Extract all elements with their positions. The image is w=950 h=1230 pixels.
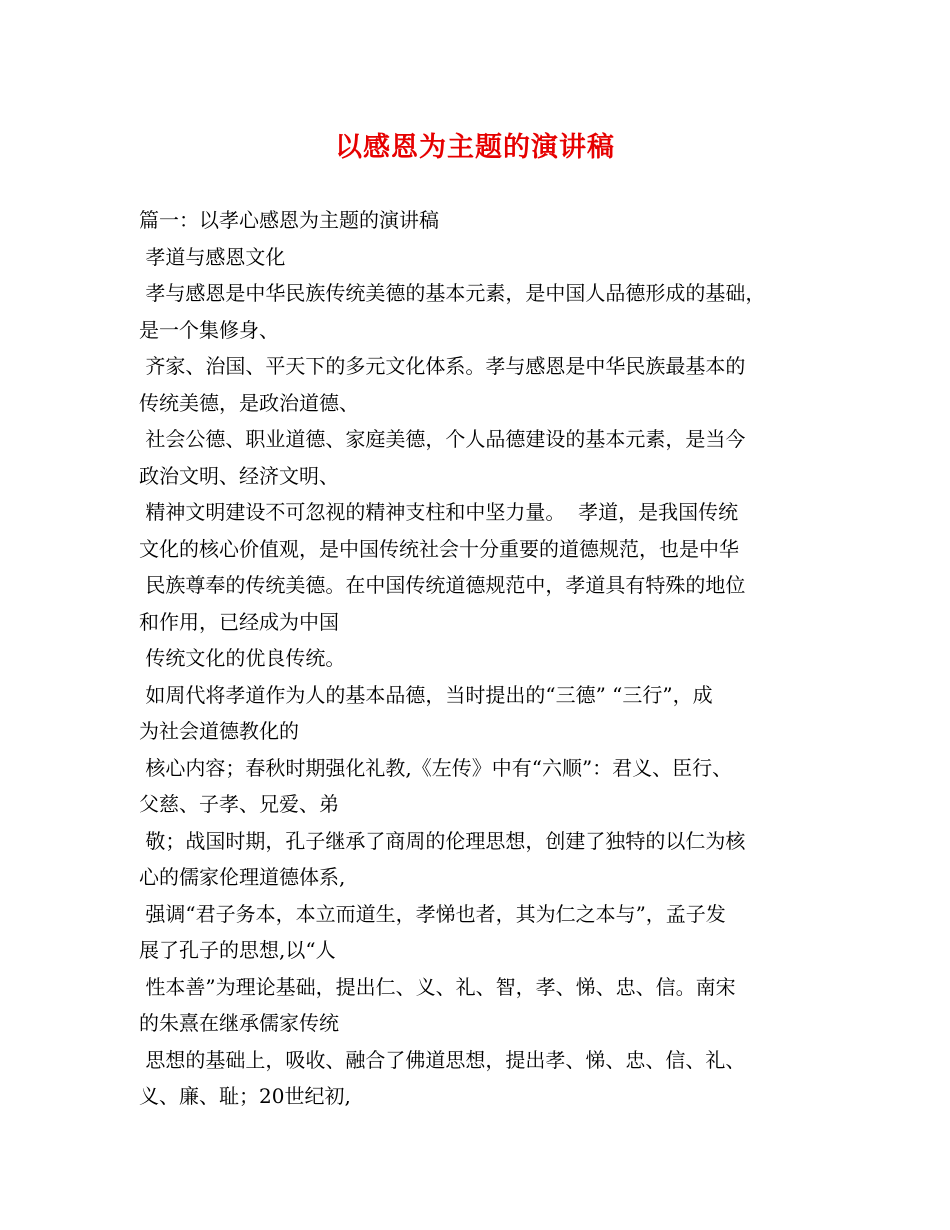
text-line: 文化的核心价值观，是中国传统社会十分重要的道德规范，也是中华 <box>139 536 739 561</box>
text-line: 核心内容；春秋时期强化礼教,《左传》中有“六顺”：君义、臣行、 <box>139 755 733 780</box>
text-line: 是一个集修身、 <box>139 317 279 342</box>
text-line: 和作用，已经成为中国 <box>139 609 339 634</box>
text-line: 心的儒家伦理道德体系, <box>139 865 346 889</box>
text-line: 孝与感恩是中华民族传统美德的基本元素，是中国人品德形成的基础， <box>139 281 766 305</box>
text-line: 展了孔子的思想,以“人 <box>139 938 336 962</box>
text-line: 如周代将孝道作为人的基本品德，当时提出的“三德” “三行”，成 <box>139 682 713 707</box>
text-line: 的朱熹在继承儒家传统 <box>139 1011 339 1035</box>
text-line: 孝道与感恩文化 <box>139 244 286 269</box>
text-line: 传统文化的优良传统。 <box>139 646 346 670</box>
text-line: 政治文明、经济文明、 <box>139 463 339 488</box>
text-line: 精神文明建设不可忽视的精神支柱和中坚力量。 孝道，是我国传统 <box>139 500 739 524</box>
text-line: 父慈、子孝、兄爱、弟 <box>139 792 339 816</box>
text-line: 思想的基础上，吸收、融合了佛道思想，提出孝、悌、忠、信、礼、 <box>139 1047 746 1072</box>
text-line: 篇一：以孝心感恩为主题的演讲稿 <box>139 208 439 232</box>
document-title: 以感恩为主题的演讲稿 <box>335 132 615 163</box>
text-line: 为社会道德教化的 <box>139 719 299 743</box>
text-line: 齐家、治国、平天下的多元文化体系。孝与感恩是中华民族最基本的 <box>139 354 746 378</box>
text-line: 强调“君子务本，本立而道生，孝悌也者，其为仁之本与”，孟子发 <box>139 901 726 926</box>
text-line: 社会公德、职业道德、家庭美德，个人品德建设的基本元素，是当今 <box>139 427 746 451</box>
text-line: 民族尊奉的传统美德。在中国传统道德规范中，孝道具有特殊的地位 <box>139 573 746 597</box>
text-line: 传统美德，是政治道德、 <box>139 390 359 415</box>
document-body <box>139 202 839 1115</box>
text-line: 敬；战国时期，孔子继承了商周的伦理思想，创建了独特的以仁为核 <box>139 828 746 853</box>
text-line: 性本善”为理论基础，提出仁、义、礼、智，孝、悌、忠、信。南宋 <box>139 974 736 999</box>
text-line: 义、廉、耻；20世纪初, <box>139 1084 351 1108</box>
